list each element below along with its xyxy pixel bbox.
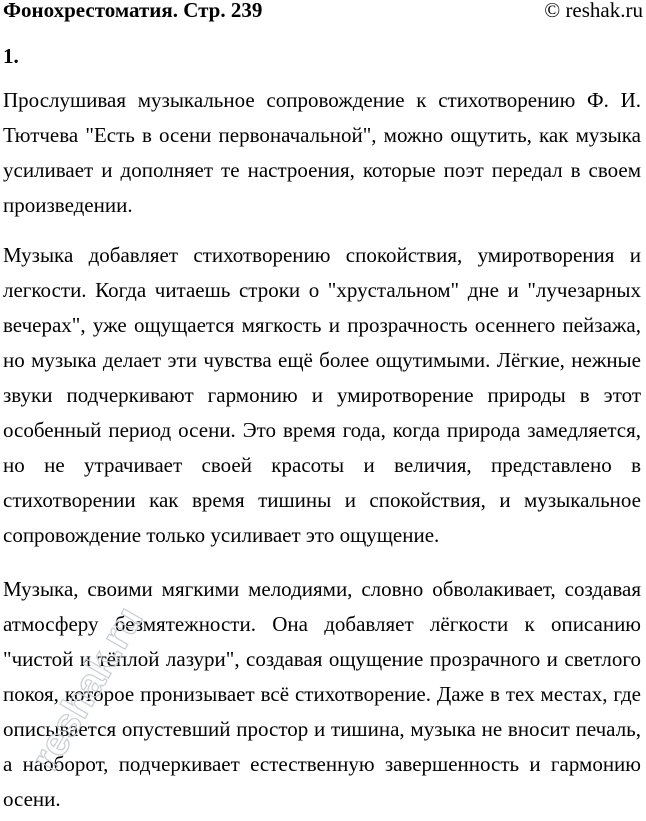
task-number: 1. [3, 44, 19, 68]
answer-paragraph-1: Прослушивая музыкальное сопровождение к стихотворению Ф. И. Тютчева "Есть в осени первоначальной", можно ощутить, как музыка усиливает и дополняет те настроения, которые поэт передал в своем произведении. [3, 88, 641, 217]
page-title: Фонохрестоматия. Стр. 239 [3, 0, 263, 22]
site-credit: © reshak.ru [544, 0, 643, 22]
answer-paragraph-2: Музыка добавляет стихотворению спокойствия, умиротворения и легкости. Когда читаешь строки о "хрустальном" дне и "лучезарных вечерах", уже ощущается мягкость и прозрачность осеннего пейзажа, но музыка делает эти чувства ещё более ощутимыми. Лёгкие, нежные звуки подчеркивают гармонию и умиротворение природы в этот особенный период осени. Это время года, когда природа замедляется, но не утрачивает своей красоты и величия, представлено в стихотворении как время тишины и спокойствия, и музыкальное сопровождение только усиливает это ощущение. [3, 243, 641, 547]
page-header [3, 0, 643, 22]
answer-paragraph-3: Музыка, своими мягкими мелодиями, словно обволакивает, создавая атмосферу безмятежности. Она добавляет лёгкости к описанию "чистой и тёплой лазури", создавая ощущение прозрачного и светлого покоя, которое пронизывает всё стихотворение. Даже в тех местах, где описывается опустевший простор и тишина, музыка не вносит печаль, а наоборот, подчеркивает естественную завершенность и гармонию осени. [3, 577, 641, 811]
svg-text:reshak.ru: reshak.ru [23, 600, 152, 778]
